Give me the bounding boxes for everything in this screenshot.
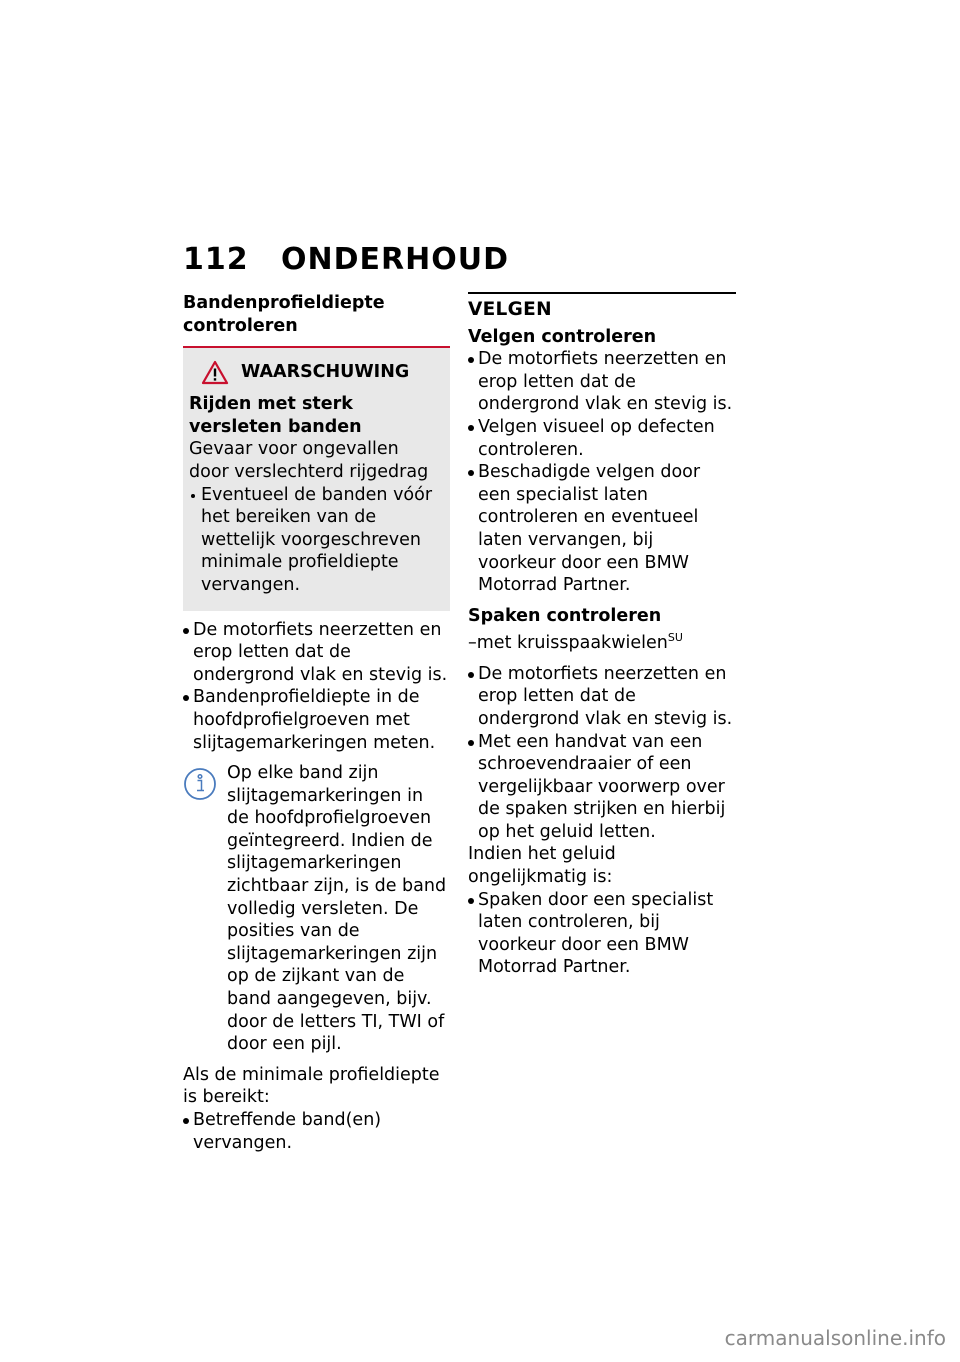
step-list [183,619,450,755]
list-item: Betreffende band(en) vervangen. [183,1109,450,1154]
warning-header [201,360,440,385]
list-item: De motorfiets neerzetten en erop letten dat de ondergrond vlak en stevig is. [468,663,736,731]
subheading: Velgen controleren [468,326,657,347]
watermark: carmanualsonline.info [724,1326,946,1350]
list-item: Bandenprofieldiepte in de hoofdprofielgroeven met slijtagemarkeringen meten. [183,686,450,754]
list-item: Velgen visueel op defecten controleren. [468,416,736,461]
warning-description: Gevaar voor ongevallen door verslechterd rijgedrag [189,439,429,482]
page-header [183,242,509,277]
list-item: Spaken door een specialist laten controleren, bij voorkeur door een BMW Motorrad Partner. [468,889,736,979]
left-column [183,292,450,1154]
info-note [183,762,450,1056]
info-text: Op elke band zijn slijtagemarkeringen in de hoofdprofielgroeven geïntegreerd. Indien de slijtagemarkeringen zichtbaar zijn, is de band volledig versleten. De posities van de slijtagemarkeringen zijn op de zijkant van de band aangegeven, bijv. door de letters TI, TWI of door een pijl. [227,763,447,1055]
list-item: Met een handvat van een schroevendraaier of een vergelijkbaar voorwerp over de spaken strijken en hierbij op het geluid letten. [468,731,736,844]
info-icon [183,767,217,808]
variant-note [468,627,736,654]
section-divider [468,292,736,294]
variant-code: SU [667,631,683,645]
list-item: De motorfiets neerzetten en erop letten dat de ondergrond vlak en stevig is. [183,619,450,687]
variant-note-text: –met kruisspaakwielen [468,633,668,654]
warning-title: Rijden met sterk versleten banden [189,394,362,437]
warning-label: WAARSCHUWING [241,362,410,383]
warning-bullet: Eventueel de banden vóór het bereiken van de wettelijk voorgeschreven minimale profieldiepte vervangen. [189,484,440,597]
subheading: Spaken controleren [468,605,662,626]
step-list [468,348,736,597]
list-item: Beschadigde velgen door een specialist laten controleren en eventueel laten vervangen, bij voorkeur door een BMW Motorrad Partner. [468,461,736,597]
condition-text: Als de minimale profieldiepte is bereikt: [183,1064,440,1108]
warning-triangle-icon [201,360,229,385]
warning-box [183,348,450,610]
right-column [468,292,736,979]
condition-text: Indien het geluid ongelijkmatig is: [468,844,616,888]
step-list [468,889,736,979]
list-item: De motorfiets neerzetten en erop letten dat de ondergrond vlak en stevig is. [468,348,736,416]
chapter-title: ONDERHOUD [281,242,509,277]
step-list [183,1109,450,1154]
section-heading: Bandenprofieldiepte controleren [183,293,385,336]
step-list [468,663,736,844]
warning-list [189,484,440,597]
page-number: 112 [183,242,249,277]
section-title: VELGEN [468,299,552,320]
